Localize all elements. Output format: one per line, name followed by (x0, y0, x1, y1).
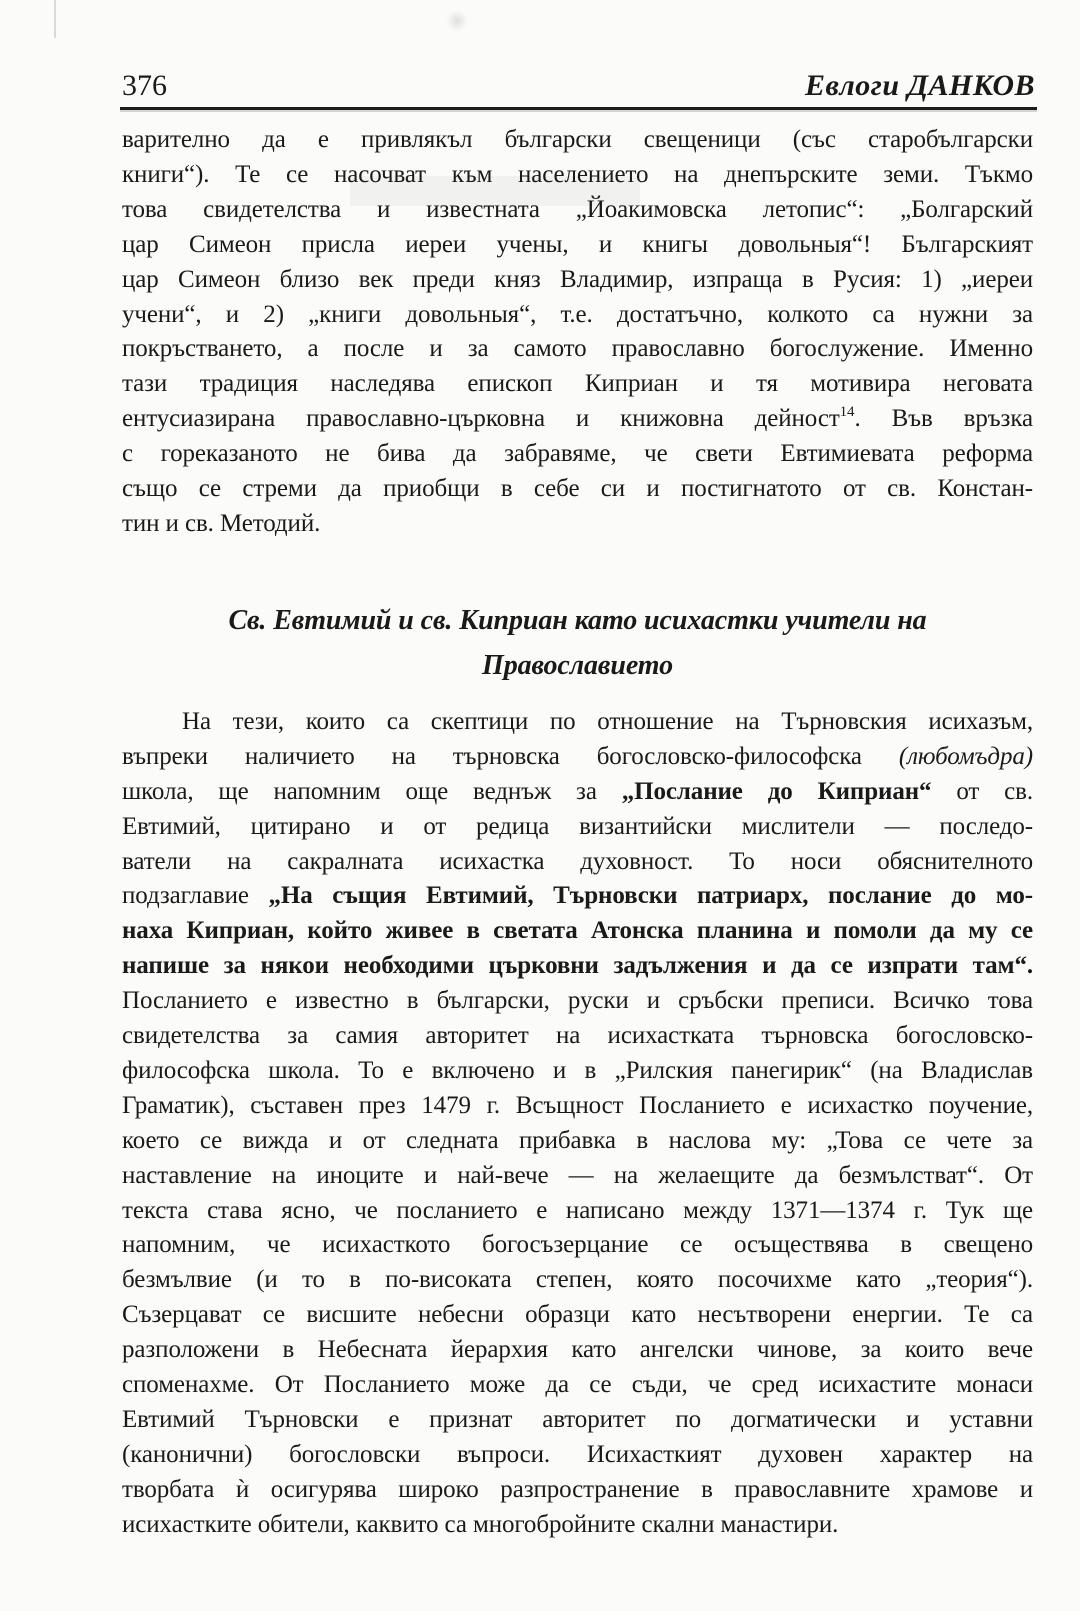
section-heading-line-2: Православието (482, 649, 673, 681)
text-line: въпреки наличието на търновска богословско-философска (любомъдра) (122, 742, 1033, 770)
text-line: Евтимий Търновски е признат авторитет по догматически и уставни (122, 1406, 1033, 1433)
text-line: напомним, че исихасткото богосъзерцание се осъществява в свещено (122, 1231, 1033, 1259)
text-line: тази традиция наследява епископ Киприан и тя мотивира неговата (122, 370, 1033, 398)
text-line: текста става ясно, че посланието е написано между 1371—1374 г. Тук ще (122, 1196, 1033, 1224)
header-rule (120, 107, 1037, 110)
scan-line-artifact (54, 0, 56, 38)
text-line: На тези, които са скептици по отношение на Търновския исихазъм, (182, 707, 1033, 735)
text-line: наха Киприан, който живее в светата Атонска планина и помоли да му се (122, 917, 1033, 945)
text-line: Посланието е известно в български, руски и сръбски преписи. Всичко това (122, 987, 1033, 1015)
section-heading-line-1: Св. Евтимий и св. Киприан като исихастки учители на (228, 604, 927, 636)
text-line: ентусиазирана православно-църковна и книжовна дейност$^{14}$. Във връзка (122, 403, 1033, 433)
text-line: исихастките обители, каквито са многобройните скални манастири. (122, 1510, 839, 1538)
scan-smudge-artifact (446, 10, 468, 32)
page-body (122, 123, 1033, 1543)
text-line: безмълвие (и то в по-високата степен, която посочихме като „теория“). (122, 1266, 1033, 1294)
text-line: школа, ще напомним още веднъж за „Послание до Киприан“ от св. (122, 777, 1034, 805)
paragraph-1 (122, 123, 1033, 542)
running-head-author: Евлоги ДАНКОВ (804, 69, 1035, 102)
text-line: цар Симеон присла иереи учены, и книгы довольныя“! Българският (122, 230, 1033, 258)
text-line: споменахме. От Посланието може да се съди, че сред исихастите монаси (122, 1371, 1033, 1399)
text-line: наставление на иноците и най-вече — на желаещите да безмълстват“. От (122, 1161, 1033, 1189)
text-line: Граматик), съставен през 1479 г. Всъщност Посланието е исихастко поучение, (122, 1091, 1033, 1119)
text-line: също се стреми да приобщи в себе си и постигнатото от св. Констан- (122, 475, 1033, 503)
text-line: книги“). Те се насочват към населението на днепърските земи. Тъкмо (122, 160, 1033, 188)
text-line: цар Симеон близо век преди княз Владимир, изпраща в Русия: 1) „иереи (122, 265, 1033, 293)
text-line: творбата ѝ осигурява широко разпространение в православните храмове и (122, 1475, 1033, 1503)
text-line: с гореказаното не бива да забравяме, че свети Евтимиевата реформа (122, 440, 1033, 468)
text-line: варително да е привлякъл български свещеници (със старобългарски (122, 126, 1033, 153)
text-line: ватели на сакралната исихастка духовност. То носи обяснителното (122, 847, 1033, 875)
text-line: подзаглавие „На същия Евтимий, Търновски патриарх, послание до мо- (122, 882, 1033, 910)
text-line: учени“, и 2) „книги довольныя“, т.е. достатъчно, колкото са нужни за (122, 300, 1033, 328)
paragraph-2 (122, 705, 1033, 1543)
text-line: напише за някои необходими църковни задължения и да се изпрати там“. (122, 952, 1033, 980)
text-line: разположени в Небесната йерархия като ангелски чинове, за които вече (122, 1336, 1033, 1364)
text-line: което се вижда и от следната прибавка в наслова му: „Това се чете за (122, 1126, 1033, 1154)
page-header (122, 66, 1035, 106)
text-line: Евтимий, цитирано и от редица византийски мислители — последо- (122, 812, 1033, 840)
text-line: свидетелства за самия авторитет на исихастката търновска богословско- (122, 1022, 1033, 1050)
text-line: тин и св. Методий. (122, 509, 321, 537)
text-line: покръстването, а после и за самото православно богослужение. Именно (122, 335, 1033, 363)
page-number: 376 (122, 69, 167, 102)
section-heading (122, 598, 1033, 688)
text-line: (канонични) богословски въпроси. Исихасткият духовен характер на (122, 1440, 1033, 1468)
text-line: философска школа. То е включено и в „Рилския панегирик“ (на Владислав (122, 1056, 1033, 1084)
text-line: Съзерцават се висшите небесни образци като несътворени енергии. Те са (122, 1301, 1033, 1329)
text-line: това свидетелства и известната „Йоакимовска летопис“: „Болгарский (122, 195, 1033, 223)
